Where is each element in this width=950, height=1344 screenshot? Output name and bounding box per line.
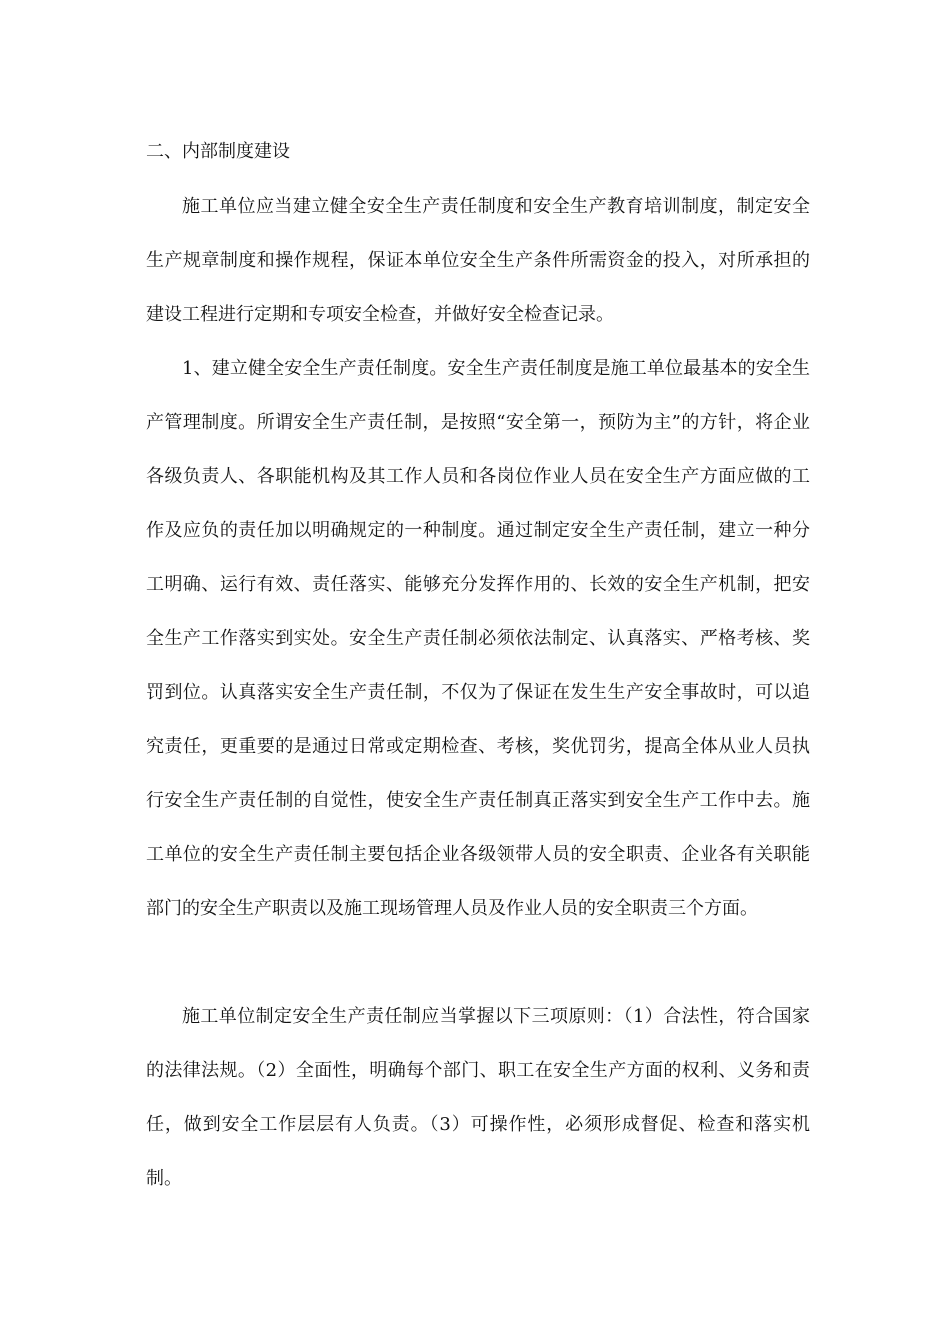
paragraph-intro: 施工单位应当建立健全安全生产责任制度和安全生产教育培训制度，制定安全生产规章制度和操作规程，保证本单位安全生产条件所需资金的投入，对所承担的建设工程进行定期和专项安全检查，并做好安全检查记录。 (146, 196, 810, 325)
paragraph-principles: 施工单位制定安全生产责任制应当掌握以下三项原则：（1）合法性，符合国家的法律法规。（2）全面性，明确每个部门、职工在安全生产方面的权利、义务和责任，做到安全工作层层有人负责。（3）可操作性，必须形成督促、检查和落实机制。 (146, 1006, 810, 1189)
section-heading: 二、内部制度建设 (146, 141, 290, 162)
paragraph-responsibility-system: 1、建立健全安全生产责任制度。安全生产责任制度是施工单位最基本的安全生产管理制度。所谓安全生产责任制，是按照“安全第一，预防为主”的方针，将企业各级负责人、各职能机构及其工作人员和各岗位作业人员在安全生产方面应做的工作及应负的责任加以明确规定的一种制度。通过制定安全生产责任制，建立一种分工明确、运行有效、责任落实、能够充分发挥作用的、长效的安全生产机制，把安全生产工作落实到实处。安全生产责任制必须依法制定、认真落实、严格考核、奖罚到位。认真落实安全生产责任制，不仅为了保证在发生生产安全事故时，可以追究责任，更重要的是通过日常或定期检查、考核，奖优罚劣，提高全体从业人员执行安全生产责任制的自觉性，使安全生产责任制真正落实到安全生产工作中去。施工单位的安全生产责任制主要包括企业各级领带人员的安全职责、企业各有关职能部门的安全生产职责以及施工现场管理人员及作业人员的安全职责三个方面。 (146, 358, 810, 919)
